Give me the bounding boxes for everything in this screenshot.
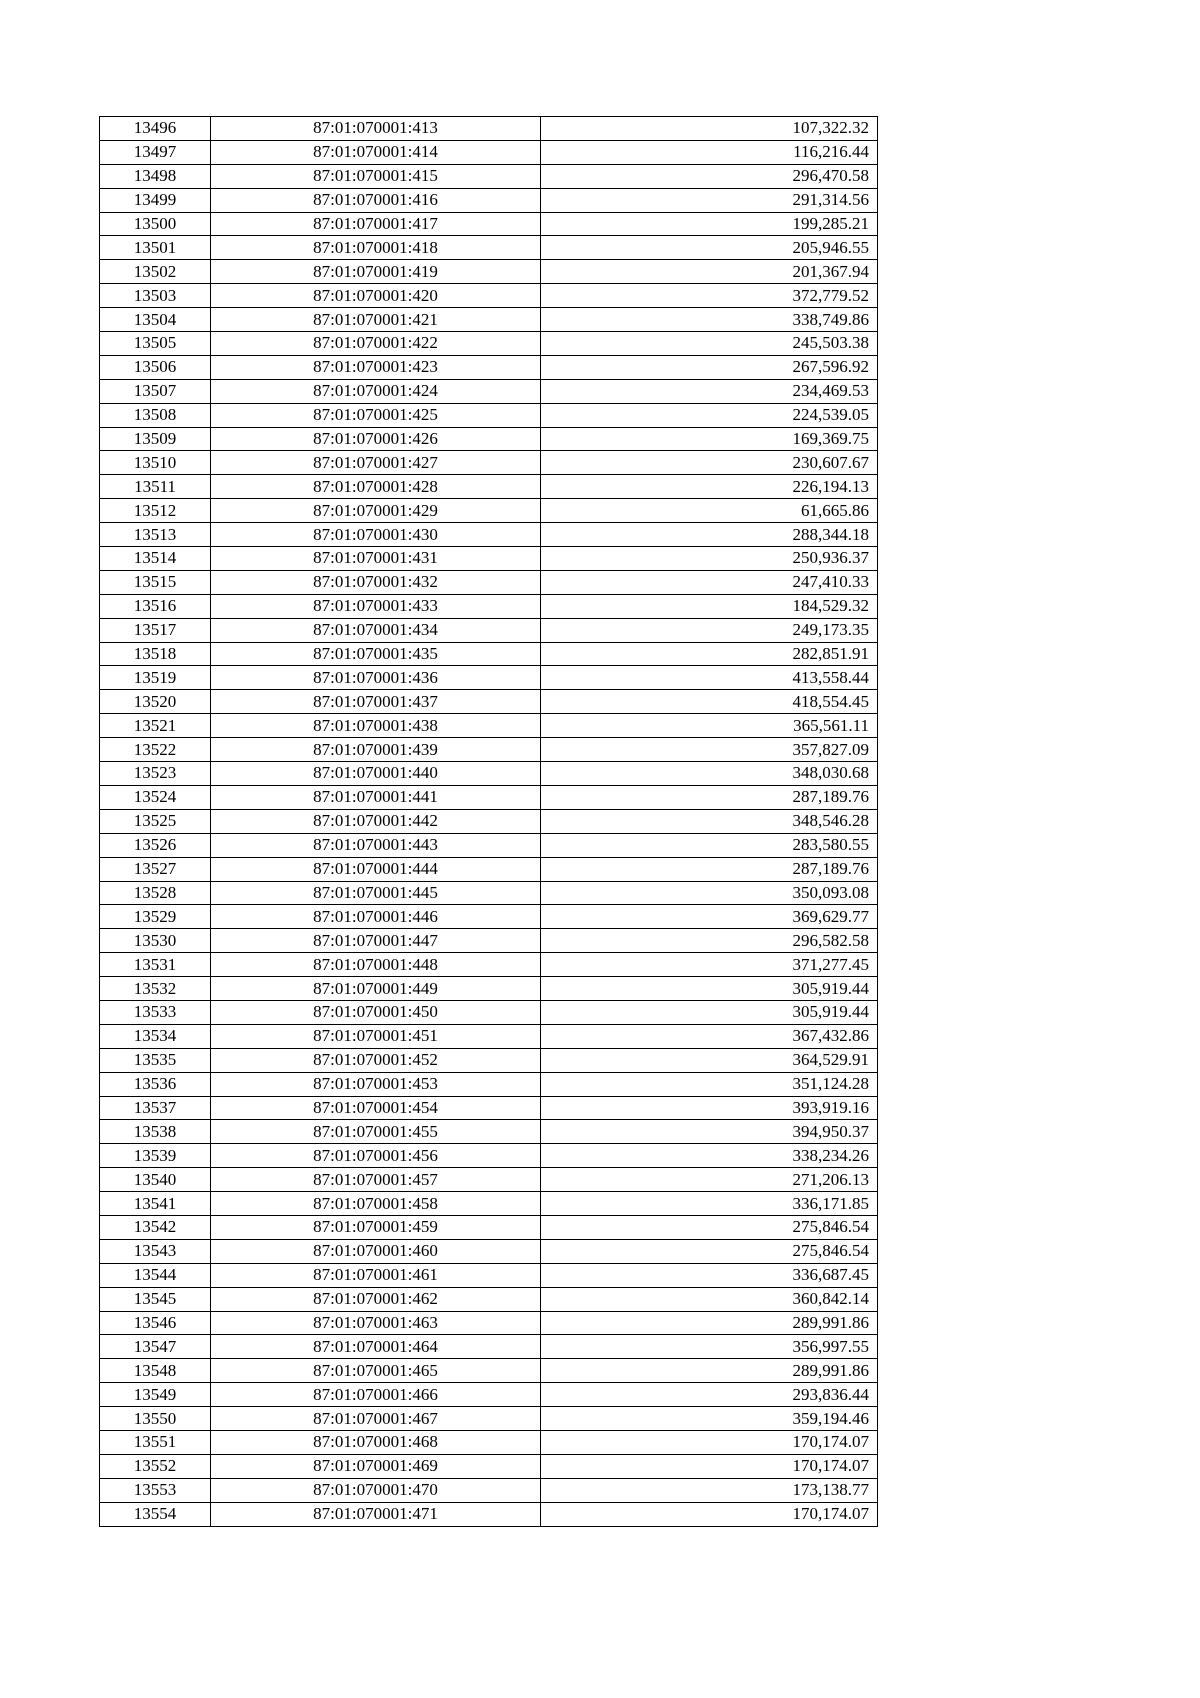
- table-row: [100, 1359, 878, 1383]
- table-row: [100, 929, 878, 953]
- row-number-cell: 13536: [100, 1072, 211, 1096]
- cadastral-value-cell: 357,827.09: [541, 738, 878, 762]
- table-row: [100, 1430, 878, 1454]
- cadastral-number-cell: 87:01:070001:421: [211, 308, 541, 332]
- table-row: [100, 1311, 878, 1335]
- cadastral-number-cell: 87:01:070001:438: [211, 714, 541, 738]
- cadastral-value-cell: 365,561.11: [541, 714, 878, 738]
- row-number-cell: 13499: [100, 188, 211, 212]
- cadastral-number-cell: 87:01:070001:454: [211, 1096, 541, 1120]
- cadastral-value-cell: 247,410.33: [541, 570, 878, 594]
- row-number-cell: 13504: [100, 308, 211, 332]
- row-number-cell: 13543: [100, 1239, 211, 1263]
- row-number-cell: 13532: [100, 977, 211, 1001]
- cadastral-value-table: [99, 116, 878, 1527]
- cadastral-value-cell: 287,189.76: [541, 785, 878, 809]
- cadastral-number-cell: 87:01:070001:459: [211, 1215, 541, 1239]
- table-row: [100, 762, 878, 786]
- row-number-cell: 13524: [100, 785, 211, 809]
- cadastral-number-cell: 87:01:070001:445: [211, 881, 541, 905]
- cadastral-value-cell: 169,369.75: [541, 427, 878, 451]
- cadastral-value-cell: 287,189.76: [541, 857, 878, 881]
- cadastral-number-cell: 87:01:070001:443: [211, 833, 541, 857]
- row-number-cell: 13498: [100, 164, 211, 188]
- cadastral-value-cell: 336,171.85: [541, 1192, 878, 1216]
- cadastral-number-cell: 87:01:070001:450: [211, 1000, 541, 1024]
- table-row: [100, 308, 878, 332]
- table-row: [100, 1192, 878, 1216]
- row-number-cell: 13519: [100, 666, 211, 690]
- cadastral-number-cell: 87:01:070001:466: [211, 1383, 541, 1407]
- cadastral-number-cell: 87:01:070001:431: [211, 547, 541, 571]
- row-number-cell: 13496: [100, 117, 211, 141]
- row-number-cell: 13518: [100, 642, 211, 666]
- cadastral-value-cell: 350,093.08: [541, 881, 878, 905]
- table-row: [100, 332, 878, 356]
- cadastral-value-cell: 348,030.68: [541, 762, 878, 786]
- row-number-cell: 13534: [100, 1024, 211, 1048]
- row-number-cell: 13511: [100, 475, 211, 499]
- cadastral-value-cell: 371,277.45: [541, 953, 878, 977]
- row-number-cell: 13553: [100, 1478, 211, 1502]
- cadastral-value-cell: 296,582.58: [541, 929, 878, 953]
- table-row: [100, 236, 878, 260]
- row-number-cell: 13513: [100, 523, 211, 547]
- cadastral-number-cell: 87:01:070001:468: [211, 1430, 541, 1454]
- cadastral-value-cell: 234,469.53: [541, 379, 878, 403]
- table-body: [100, 117, 878, 1527]
- cadastral-number-cell: 87:01:070001:456: [211, 1144, 541, 1168]
- cadastral-number-cell: 87:01:070001:447: [211, 929, 541, 953]
- table-row: [100, 666, 878, 690]
- row-number-cell: 13540: [100, 1168, 211, 1192]
- cadastral-value-cell: 107,322.32: [541, 117, 878, 141]
- table-row: [100, 355, 878, 379]
- table-row: [100, 570, 878, 594]
- table-row: [100, 618, 878, 642]
- row-number-cell: 13517: [100, 618, 211, 642]
- cadastral-number-cell: 87:01:070001:437: [211, 690, 541, 714]
- cadastral-value-cell: 249,173.35: [541, 618, 878, 642]
- cadastral-number-cell: 87:01:070001:426: [211, 427, 541, 451]
- cadastral-value-cell: 173,138.77: [541, 1478, 878, 1502]
- cadastral-number-cell: 87:01:070001:467: [211, 1407, 541, 1431]
- row-number-cell: 13533: [100, 1000, 211, 1024]
- row-number-cell: 13548: [100, 1359, 211, 1383]
- row-number-cell: 13531: [100, 953, 211, 977]
- cadastral-value-cell: 199,285.21: [541, 212, 878, 236]
- cadastral-number-cell: 87:01:070001:460: [211, 1239, 541, 1263]
- cadastral-value-cell: 61,665.86: [541, 499, 878, 523]
- table-row: [100, 1502, 878, 1526]
- cadastral-number-cell: 87:01:070001:455: [211, 1120, 541, 1144]
- table-row: [100, 1072, 878, 1096]
- table-row: [100, 977, 878, 1001]
- cadastral-value-cell: 245,503.38: [541, 332, 878, 356]
- table-row: [100, 785, 878, 809]
- cadastral-number-cell: 87:01:070001:465: [211, 1359, 541, 1383]
- table-row: [100, 1144, 878, 1168]
- row-number-cell: 13503: [100, 284, 211, 308]
- cadastral-value-cell: 184,529.32: [541, 594, 878, 618]
- table-row: [100, 427, 878, 451]
- cadastral-value-cell: 394,950.37: [541, 1120, 878, 1144]
- row-number-cell: 13530: [100, 929, 211, 953]
- row-number-cell: 13541: [100, 1192, 211, 1216]
- cadastral-value-cell: 288,344.18: [541, 523, 878, 547]
- row-number-cell: 13542: [100, 1215, 211, 1239]
- table-row: [100, 1478, 878, 1502]
- cadastral-number-cell: 87:01:070001:440: [211, 762, 541, 786]
- cadastral-value-cell: 291,314.56: [541, 188, 878, 212]
- row-number-cell: 13551: [100, 1430, 211, 1454]
- cadastral-number-cell: 87:01:070001:425: [211, 403, 541, 427]
- row-number-cell: 13522: [100, 738, 211, 762]
- table-row: [100, 1168, 878, 1192]
- cadastral-value-cell: 116,216.44: [541, 140, 878, 164]
- cadastral-number-cell: 87:01:070001:453: [211, 1072, 541, 1096]
- row-number-cell: 13508: [100, 403, 211, 427]
- cadastral-number-cell: 87:01:070001:429: [211, 499, 541, 523]
- row-number-cell: 13545: [100, 1287, 211, 1311]
- row-number-cell: 13512: [100, 499, 211, 523]
- row-number-cell: 13527: [100, 857, 211, 881]
- cadastral-value-cell: 367,432.86: [541, 1024, 878, 1048]
- table-row: [100, 881, 878, 905]
- row-number-cell: 13506: [100, 355, 211, 379]
- row-number-cell: 13521: [100, 714, 211, 738]
- cadastral-number-cell: 87:01:070001:463: [211, 1311, 541, 1335]
- table-row: [100, 379, 878, 403]
- cadastral-value-cell: 364,529.91: [541, 1048, 878, 1072]
- cadastral-value-cell: 289,991.86: [541, 1311, 878, 1335]
- row-number-cell: 13550: [100, 1407, 211, 1431]
- cadastral-value-cell: 359,194.46: [541, 1407, 878, 1431]
- table-row: [100, 642, 878, 666]
- cadastral-number-cell: 87:01:070001:464: [211, 1335, 541, 1359]
- row-number-cell: 13552: [100, 1454, 211, 1478]
- cadastral-number-cell: 87:01:070001:417: [211, 212, 541, 236]
- table-row: [100, 594, 878, 618]
- cadastral-value-cell: 224,539.05: [541, 403, 878, 427]
- cadastral-number-cell: 87:01:070001:470: [211, 1478, 541, 1502]
- row-number-cell: 13528: [100, 881, 211, 905]
- cadastral-value-cell: 226,194.13: [541, 475, 878, 499]
- table-row: [100, 499, 878, 523]
- table-row: [100, 1335, 878, 1359]
- cadastral-value-cell: 275,846.54: [541, 1239, 878, 1263]
- cadastral-value-cell: 338,234.26: [541, 1144, 878, 1168]
- cadastral-number-cell: 87:01:070001:439: [211, 738, 541, 762]
- table-row: [100, 1263, 878, 1287]
- cadastral-number-cell: 87:01:070001:414: [211, 140, 541, 164]
- cadastral-number-cell: 87:01:070001:424: [211, 379, 541, 403]
- table-row: [100, 714, 878, 738]
- table-row: [100, 403, 878, 427]
- cadastral-value-cell: 205,946.55: [541, 236, 878, 260]
- row-number-cell: 13514: [100, 547, 211, 571]
- cadastral-number-cell: 87:01:070001:444: [211, 857, 541, 881]
- row-number-cell: 13500: [100, 212, 211, 236]
- cadastral-number-cell: 87:01:070001:449: [211, 977, 541, 1001]
- table-row: [100, 284, 878, 308]
- row-number-cell: 13497: [100, 140, 211, 164]
- row-number-cell: 13507: [100, 379, 211, 403]
- cadastral-value-cell: 170,174.07: [541, 1454, 878, 1478]
- cadastral-number-cell: 87:01:070001:441: [211, 785, 541, 809]
- table-row: [100, 1407, 878, 1431]
- cadastral-value-cell: 250,936.37: [541, 547, 878, 571]
- table-row: [100, 1048, 878, 1072]
- table-row: [100, 833, 878, 857]
- table-row: [100, 140, 878, 164]
- cadastral-number-cell: 87:01:070001:432: [211, 570, 541, 594]
- cadastral-number-cell: 87:01:070001:458: [211, 1192, 541, 1216]
- row-number-cell: 13547: [100, 1335, 211, 1359]
- cadastral-number-cell: 87:01:070001:457: [211, 1168, 541, 1192]
- cadastral-value-cell: 418,554.45: [541, 690, 878, 714]
- cadastral-value-cell: 267,596.92: [541, 355, 878, 379]
- row-number-cell: 13523: [100, 762, 211, 786]
- cadastral-value-cell: 348,546.28: [541, 809, 878, 833]
- table-row: [100, 953, 878, 977]
- cadastral-value-cell: 170,174.07: [541, 1430, 878, 1454]
- cadastral-number-cell: 87:01:070001:436: [211, 666, 541, 690]
- cadastral-value-cell: 351,124.28: [541, 1072, 878, 1096]
- cadastral-number-cell: 87:01:070001:434: [211, 618, 541, 642]
- table-row: [100, 905, 878, 929]
- table-row: [100, 260, 878, 284]
- cadastral-number-cell: 87:01:070001:452: [211, 1048, 541, 1072]
- row-number-cell: 13520: [100, 690, 211, 714]
- row-number-cell: 13501: [100, 236, 211, 260]
- cadastral-value-cell: 293,836.44: [541, 1383, 878, 1407]
- table-row: [100, 738, 878, 762]
- cadastral-number-cell: 87:01:070001:451: [211, 1024, 541, 1048]
- row-number-cell: 13537: [100, 1096, 211, 1120]
- table-row: [100, 1383, 878, 1407]
- cadastral-number-cell: 87:01:070001:462: [211, 1287, 541, 1311]
- row-number-cell: 13529: [100, 905, 211, 929]
- cadastral-value-cell: 372,779.52: [541, 284, 878, 308]
- row-number-cell: 13502: [100, 260, 211, 284]
- cadastral-number-cell: 87:01:070001:427: [211, 451, 541, 475]
- row-number-cell: 13505: [100, 332, 211, 356]
- table-row: [100, 1120, 878, 1144]
- row-number-cell: 13525: [100, 809, 211, 833]
- table-row: [100, 164, 878, 188]
- cadastral-number-cell: 87:01:070001:471: [211, 1502, 541, 1526]
- table-row: [100, 212, 878, 236]
- row-number-cell: 13509: [100, 427, 211, 451]
- row-number-cell: 13526: [100, 833, 211, 857]
- cadastral-number-cell: 87:01:070001:415: [211, 164, 541, 188]
- cadastral-number-cell: 87:01:070001:418: [211, 236, 541, 260]
- cadastral-value-cell: 413,558.44: [541, 666, 878, 690]
- cadastral-value-cell: 230,607.67: [541, 451, 878, 475]
- cadastral-number-cell: 87:01:070001:446: [211, 905, 541, 929]
- table-row: [100, 1096, 878, 1120]
- cadastral-value-cell: 283,580.55: [541, 833, 878, 857]
- table-row: [100, 1454, 878, 1478]
- cadastral-number-cell: 87:01:070001:442: [211, 809, 541, 833]
- cadastral-value-cell: 336,687.45: [541, 1263, 878, 1287]
- table-row: [100, 1000, 878, 1024]
- cadastral-value-cell: 369,629.77: [541, 905, 878, 929]
- table-row: [100, 690, 878, 714]
- cadastral-value-cell: 296,470.58: [541, 164, 878, 188]
- table-row: [100, 1287, 878, 1311]
- cadastral-number-cell: 87:01:070001:416: [211, 188, 541, 212]
- cadastral-number-cell: 87:01:070001:422: [211, 332, 541, 356]
- cadastral-value-cell: 356,997.55: [541, 1335, 878, 1359]
- cadastral-value-cell: 305,919.44: [541, 977, 878, 1001]
- cadastral-number-cell: 87:01:070001:423: [211, 355, 541, 379]
- cadastral-number-cell: 87:01:070001:435: [211, 642, 541, 666]
- table-row: [100, 475, 878, 499]
- row-number-cell: 13510: [100, 451, 211, 475]
- cadastral-value-cell: 170,174.07: [541, 1502, 878, 1526]
- table-row: [100, 1215, 878, 1239]
- table-row: [100, 1239, 878, 1263]
- cadastral-value-cell: 305,919.44: [541, 1000, 878, 1024]
- row-number-cell: 13516: [100, 594, 211, 618]
- table-row: [100, 857, 878, 881]
- cadastral-value-cell: 338,749.86: [541, 308, 878, 332]
- row-number-cell: 13535: [100, 1048, 211, 1072]
- cadastral-value-cell: 275,846.54: [541, 1215, 878, 1239]
- row-number-cell: 13546: [100, 1311, 211, 1335]
- cadastral-value-cell: 201,367.94: [541, 260, 878, 284]
- table-row: [100, 1024, 878, 1048]
- table-row: [100, 809, 878, 833]
- cadastral-value-cell: 289,991.86: [541, 1359, 878, 1383]
- cadastral-number-cell: 87:01:070001:469: [211, 1454, 541, 1478]
- table-row: [100, 547, 878, 571]
- cadastral-number-cell: 87:01:070001:461: [211, 1263, 541, 1287]
- cadastral-value-cell: 271,206.13: [541, 1168, 878, 1192]
- row-number-cell: 13554: [100, 1502, 211, 1526]
- cadastral-number-cell: 87:01:070001:413: [211, 117, 541, 141]
- row-number-cell: 13515: [100, 570, 211, 594]
- row-number-cell: 13544: [100, 1263, 211, 1287]
- table-row: [100, 117, 878, 141]
- cadastral-number-cell: 87:01:070001:430: [211, 523, 541, 547]
- cadastral-number-cell: 87:01:070001:420: [211, 284, 541, 308]
- cadastral-number-cell: 87:01:070001:428: [211, 475, 541, 499]
- table-row: [100, 451, 878, 475]
- cadastral-number-cell: 87:01:070001:419: [211, 260, 541, 284]
- cadastral-value-cell: 360,842.14: [541, 1287, 878, 1311]
- cadastral-value-cell: 282,851.91: [541, 642, 878, 666]
- row-number-cell: 13549: [100, 1383, 211, 1407]
- table-row: [100, 523, 878, 547]
- row-number-cell: 13539: [100, 1144, 211, 1168]
- cadastral-number-cell: 87:01:070001:448: [211, 953, 541, 977]
- cadastral-value-cell: 393,919.16: [541, 1096, 878, 1120]
- row-number-cell: 13538: [100, 1120, 211, 1144]
- cadastral-number-cell: 87:01:070001:433: [211, 594, 541, 618]
- table-row: [100, 188, 878, 212]
